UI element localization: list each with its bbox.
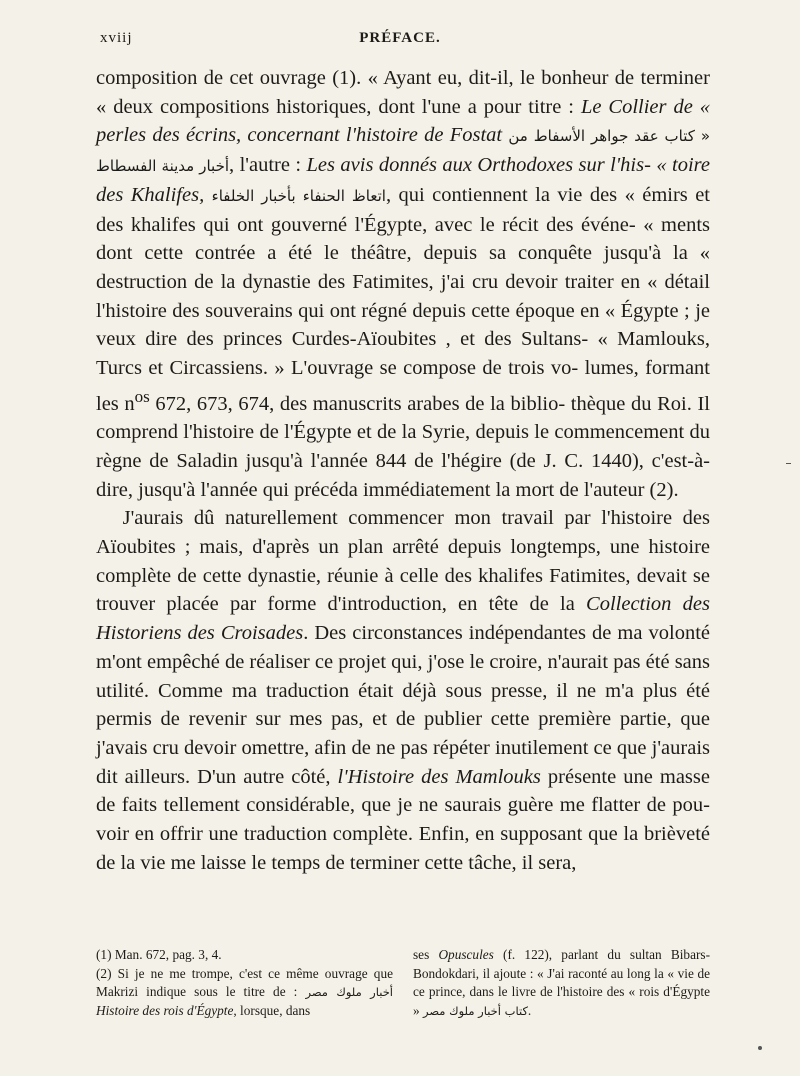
p1-text-2: , l'autre : (229, 154, 307, 177)
paragraph-1 (96, 64, 710, 504)
p1-arabic-title-1: « كتاب عقد جواهر الأسفاط من أخبار مدينة الفسطاط (96, 127, 710, 176)
footnote-right-opuscules: Opuscules (438, 947, 494, 962)
p2-title-collection: Collection des Historiens des Croisades (96, 593, 710, 645)
footnote-right-text-b: (f. 122), parlant du sultan Bibars-Bondokdari, il ajoute : « J'ai raconté au long la « vie de ce prince, dans le livre de l'histoire des « rois d'Égypte » (413, 947, 710, 1019)
footnote-2-continued (413, 946, 710, 1021)
footnote-right-arabic: كتاب أخبار ملوك مصر (422, 1004, 528, 1019)
footnote-right-text-c: . (527, 1003, 532, 1019)
p2-title-mamlouks: l'Histoire des Mamlouks (337, 765, 541, 788)
footnote-right-text-a: ses (413, 947, 439, 962)
paragraph-2 (96, 504, 710, 877)
p1-title-avis: Les avis donnés aux Orthodoxes sur l'his- « toire des Khalifes, (96, 154, 710, 206)
p1-text-1: composition de cet ouvrage (1). « Ayant eu, dit-il, le bonheur de terminer « deux compositions historiques, dont l'une a pour titre : (96, 67, 710, 118)
footnote-2 (96, 965, 393, 1021)
p2-text-2: . Des circonstances indépendantes de ma volonté m'ont empêché de réaliser ce projet qui, j'ose le croire, n'aurait pas été sans utilité. Comme ma traduction était déjà sous presse, il ne m'a plus été permis de revenir sur mes pas, et de publier cette première partie, que j'avais cru devoir omettre, afin de ne pas répéter inutilement ce que j'aurais dit ailleurs. D'un autre côté, (96, 622, 711, 788)
p1-superscript: os (134, 386, 150, 406)
footnotes-right-column (413, 946, 710, 1021)
footnote-2-text-a: (2) Si je ne me trompe, c'est ce même ouvrage que Makrizi indique sous le titre de : (96, 965, 393, 1000)
footnote-2-text-c: , lorsque, dans (233, 1003, 311, 1019)
running-header (100, 30, 700, 47)
margin-dash (786, 463, 791, 464)
running-title: PRÉFACE. (359, 30, 441, 46)
ink-speck (758, 1046, 762, 1050)
p1-text-3: , qui contiennent la vie des « émirs et des khalifes qui ont gouverné l'Égypte, avec le récit des événe- « ments dont cette contrée a été le théâtre, depuis sa conquête jusqu'à la « destruction de la dynastie des Fatimites, j'ai cru devoir traiter en « détail l'histoire des souverains qui ont régné depuis cette époque en « Égypte ; je veux dire des princes Curdes-Aïoubites , et des Sultans- « Mamlouks, Turcs et Circassiens. » L'ouvrage se compose de trois vo- lumes, formant les n (96, 183, 710, 415)
footnote-2-arabic: أخبار ملوك مصر (305, 985, 393, 1000)
p2-text-1: J'aurais dû naturellement commencer mon travail par l'histoire des Aïoubites ; mais, d'après un plan arrêté depuis longtemps, une histoire complète de cette dynastie, réunie à celle des khalifes Fatimites, devait se trouver placée par forme d'introduction, en tête de la (96, 507, 710, 616)
footnote-1: (1) Man. 672, pag. 3, 4. (96, 947, 222, 962)
footnote-2-title: Histoire des rois d'Égypte (96, 1003, 234, 1019)
p2-text-3: présente une masse de faits tellement considérable, que je ne saurais guère me flatter de pou- voir en offrir une traduction complète. Enfin, en supposant que la brièveté de la vie me laisse le temps de terminer cette tâche, il sera, (96, 765, 710, 874)
p1-title-collier: Le Collier de « perles des écrins, concernant l'histoire de Fostat (96, 95, 710, 147)
footnotes-left-column (96, 946, 393, 1021)
page-number: xviij (100, 30, 133, 46)
main-text (96, 64, 710, 878)
p1-text-4: 672, 673, 674, des manuscrits arabes de la biblio- thèque du Roi. Il comprend l'histoire de l'Égypte et de la Syrie, depuis le commencement du règne de Saladin jusqu'à l'année 844 de l'hégire (de J. C. 1440), c'est-à-dire, jusqu'à l'année qui précéda immédiatement la mort de l'auteur (2). (96, 392, 710, 501)
p1-arabic-title-2: اتعاظ الحنفاء بأخبار الخلفاء (211, 186, 386, 205)
footnotes (96, 946, 710, 1021)
